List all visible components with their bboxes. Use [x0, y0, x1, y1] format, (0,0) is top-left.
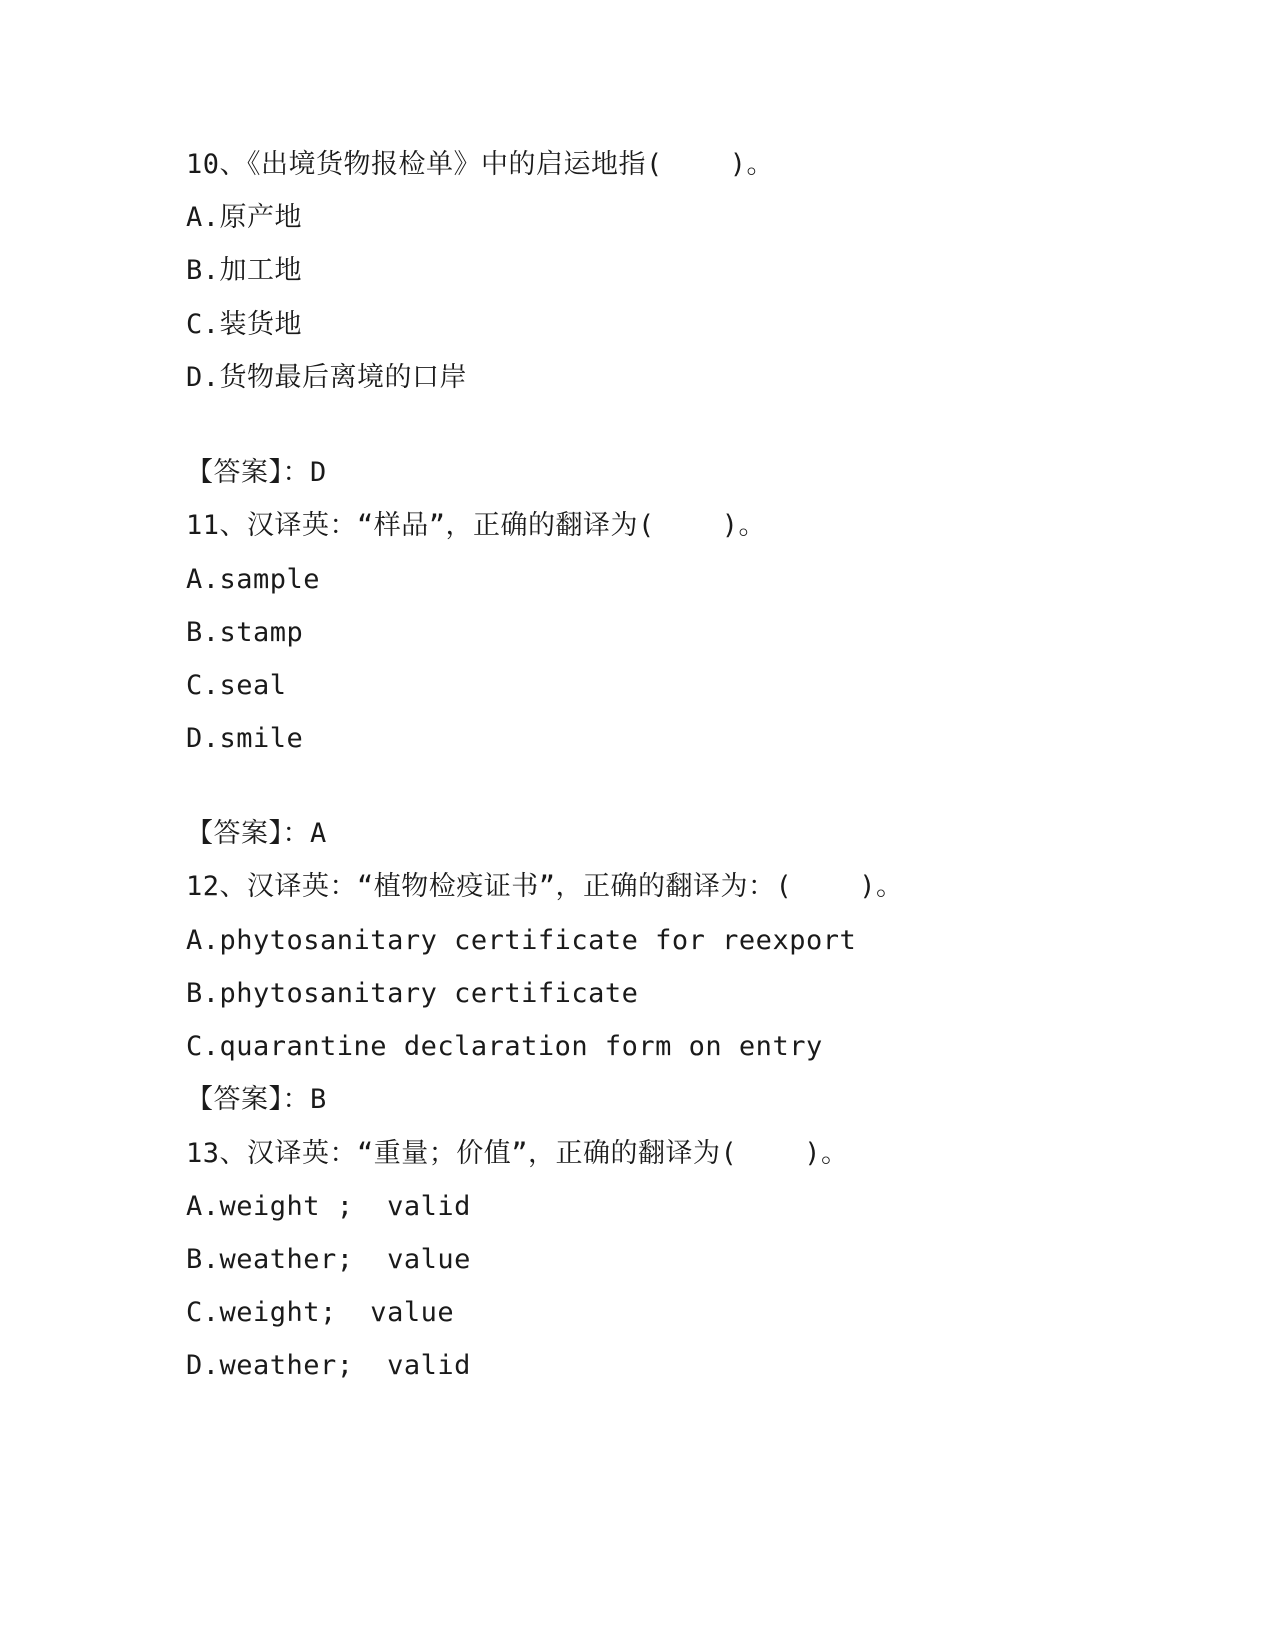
- question-13-option-a: A.weight ; valid: [186, 1191, 471, 1222]
- question-10-option-c: C.装货地: [186, 309, 303, 340]
- question-12-option-b: B.phytosanitary certificate: [186, 978, 639, 1009]
- question-13-stem: 13、汉译英：“重量；价值”，正确的翻译为( )。: [186, 1138, 849, 1169]
- question-11-stem: 11、汉译英：“样品”，正确的翻译为( )。: [186, 510, 767, 541]
- question-10-option-b: B.加工地: [186, 255, 303, 286]
- question-13-option-b: B.weather; value: [186, 1244, 471, 1275]
- question-11-option-c: C.seal: [186, 670, 287, 701]
- question-11-option-d: D.smile: [186, 723, 304, 754]
- question-10-answer: 【答案】：D: [186, 457, 327, 488]
- question-12-stem: 12、汉译英：“植物检疫证书”，正确的翻译为：( )。: [186, 871, 904, 902]
- question-12-option-c: C.quarantine declaration form on entry: [186, 1031, 823, 1062]
- question-12-option-a: A.phytosanitary certificate for reexport: [186, 925, 857, 956]
- question-10-option-a: A.原产地: [186, 202, 303, 233]
- question-11-answer: 【答案】：A: [186, 818, 327, 849]
- question-10-option-d: D.货物最后离境的口岸: [186, 362, 468, 393]
- question-11-option-a: A.sample: [186, 564, 321, 595]
- question-12-answer: 【答案】：B: [186, 1084, 327, 1115]
- question-13-option-d: D.weather; valid: [186, 1350, 471, 1381]
- question-13-option-c: C.weight; value: [186, 1297, 455, 1328]
- question-10-stem: 10、《出境货物报检单》中的启运地指( )。: [186, 149, 775, 180]
- question-11-option-b: B.stamp: [186, 617, 304, 648]
